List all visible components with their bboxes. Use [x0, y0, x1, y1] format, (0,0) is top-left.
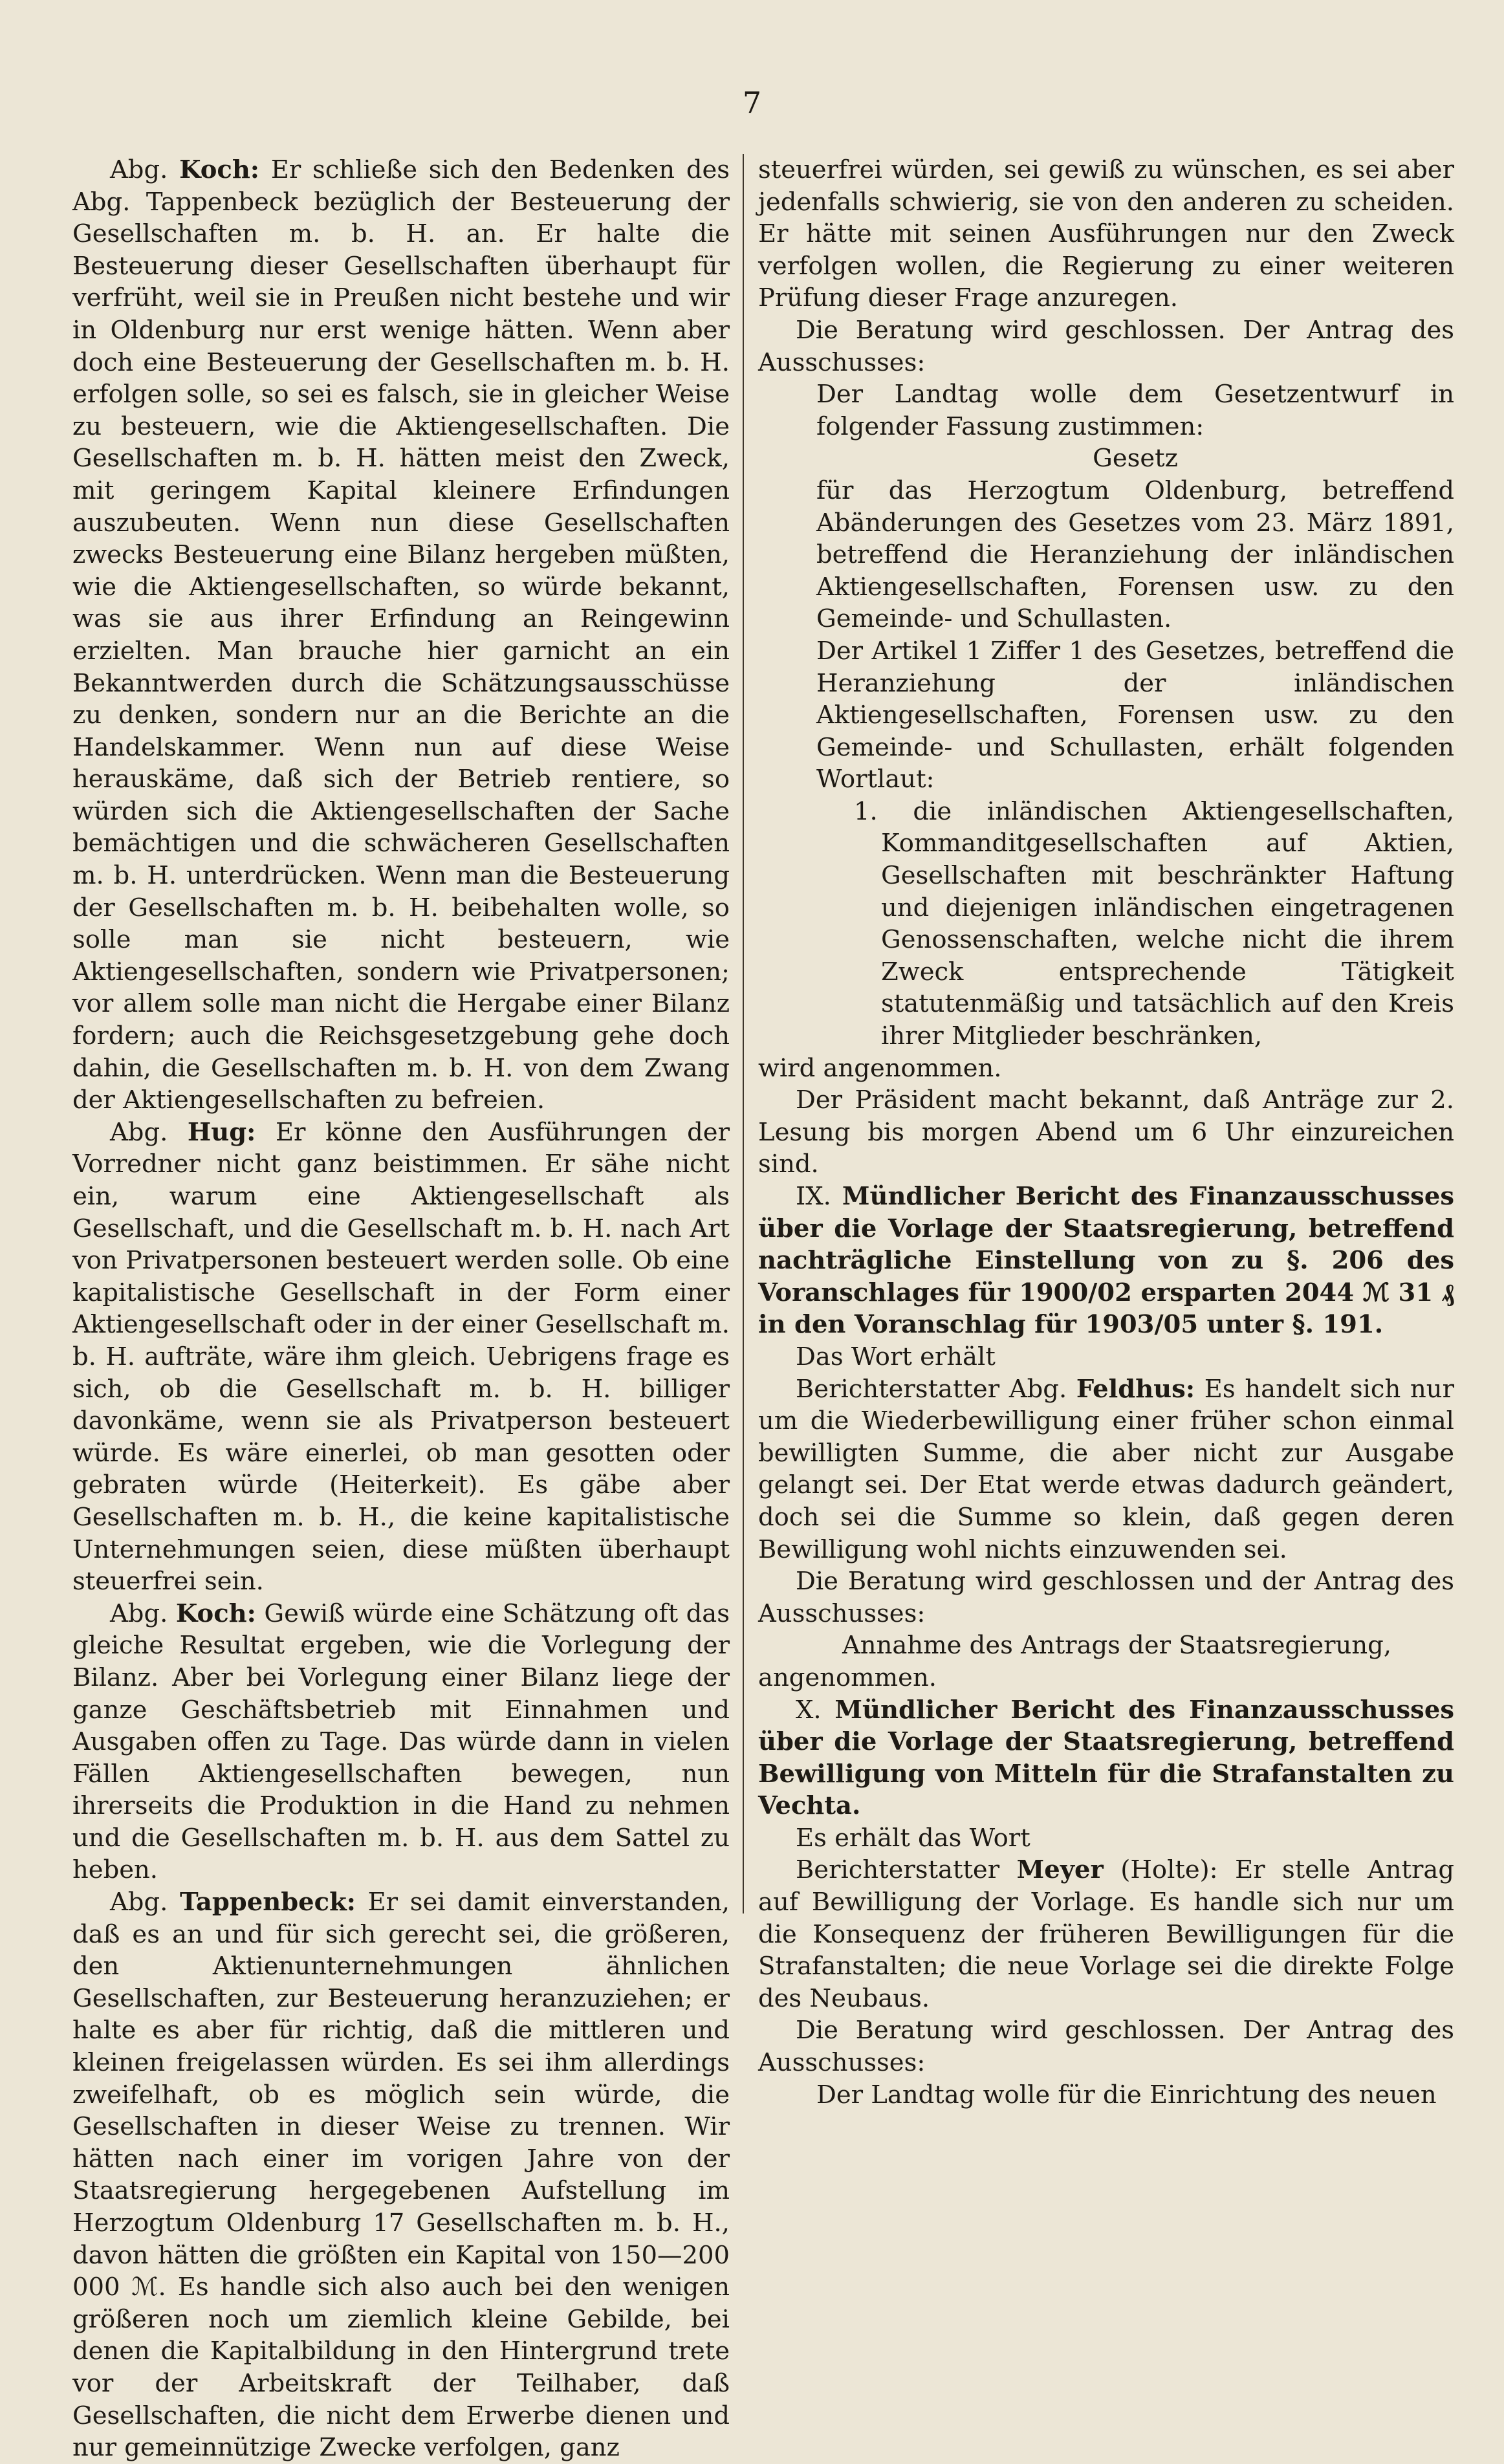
paragraph-text: Gewiß würde eine Schätzung oft das gleiche Resultat ergeben, wie die Vorlegung der Bilanz. Aber bei Vorlegung einer Bilanz liege der ganze Geschäftsbetrieb mit Einnahmen und Ausgaben offen zu Tage. Das würde dann in vielen Fällen Aktiengesellschaften bewegen, nun ihrerseits die Produktion in die Hand zu nehmen und die Gesellschaften m. b. H. aus dem Sattel zu heben.	[72, 1598, 730, 1885]
speaker-name: Koch:	[179, 155, 260, 184]
paragraph-beratung-2: Die Beratung wird geschlossen und der Antrag des Ausschusses:	[758, 1567, 1454, 1628]
section-heading-x	[758, 1694, 1454, 1822]
speaker-title: Abg.	[110, 1888, 180, 1917]
speaker-name: Tappenbeck:	[179, 1888, 356, 1917]
law-item: 1. die inländischen Aktiengesellschaften, Kommanditgesellschaften auf Aktien, Gesellschaften mit beschränkter Haftung und diejenigen inländischen eingetragenen Genossenschaften, welche nicht die ihrem Zweck entsprechende Tätigkeit statutenmäßig und tatsächlich auf den Kreis ihrer Mitglieder beschränken,	[854, 796, 1454, 1051]
paragraph-praesident: Der Präsident macht bekannt, daß Anträge zur 2. Lesung bis morgen Abend um 6 Uhr einzureichen sind.	[758, 1085, 1454, 1179]
motion-text-3: Der Landtag wolle für die Einrichtung des neuen	[816, 2080, 1437, 2110]
speaker-title: Berichterstatter	[796, 1855, 1017, 1885]
paragraph-tappenbeck	[72, 1886, 730, 2464]
law-body: für das Herzogtum Oldenburg, betreffend Abänderungen des Gesetzes vom 23. März 1891, betreffend die Heranziehung der inländischen Aktiengesellschaften, Forensen usw. zu den Gemeinde- und Schullasten.	[816, 475, 1454, 634]
speaker-title: Abg.	[110, 155, 180, 184]
paragraph-continuation: steuerfrei würden, sei gewiß zu wünschen, es sei aber jedenfalls schwierig, sie von den anderen zu scheiden. Er hätte mit seinen Ausführungen nur den Zweck verfolgen wollen, die Regierung zu einer weiteren Prüfung dieser Frage anzuregen.	[758, 155, 1454, 313]
law-article: Der Artikel 1 Ziffer 1 des Gesetzes, betreffend die Heranziehung der inländischen Aktiengesellschaften, Forensen usw. zu den Gemeinde- und Schullasten, erhält folgenden Wortlaut:	[816, 636, 1454, 794]
speaker-title: Berichterstatter Abg.	[796, 1374, 1076, 1404]
paragraph-text: Er schließe sich den Bedenken des Abg. Tappenbeck bezüglich der Besteuerung der Gesellschaften m. b. H. an. Er halte die Besteuerung dieser Gesellschaften überhaupt für verfrüht, weil sie in Preußen nicht bestehe und wir in Oldenburg nur erst wenige hätten. Wenn aber doch eine Besteuerung der Gesellschaften m. b. H. erfolgen solle, so sei es falsch, sie in gleicher Weise zu besteuern, wie die Aktiengesellschaften. Die Gesellschaften m. b. H. hätten meist den Zweck, mit geringem Kapital kleinere Erfindungen auszubeuten. Wenn nun diese Gesellschaften zwecks Besteuerung eine Bilanz hergeben müßten, wie die Aktiengesellschaften, so würde bekannt, was sie aus ihrer Erfindung an Reingewinn erzielten. Man brauche hier garnicht an ein Bekanntwerden durch die Schätzungsausschüsse zu denken, sondern nur an die Berichte an die Handelskammer. Wenn nun auf diese Weise herauskäme, daß sich der Betrieb rentiere, so würden sich die Aktiengesellschaften der Sache bemächtigen und die schwächeren Gesellschaften m. b. H. unterdrücken. Wenn man die Besteuerung der Gesellschaften m. b. H. beibehalten wolle, so solle man sie nicht besteuern, wie Aktiengesellschaften, sondern wie Privatpersonen; vor allem solle man nicht die Hergabe einer Bilanz fordern; auch die Reichsgesetzgebung gehe doch dahin, die Gesellschaften m. b. H. von dem Zwang der Aktiengesellschaften zu befreien.	[72, 155, 730, 1115]
section-title: Mündlicher Bericht des Finanzausschusses über die Vorlage der Staatsregierung, betreffend nachträgliche Einstellung von zu §. 206 des Voranschlages für 1900/02 ersparten 2044 ℳ 31 ₰ in den Voranschlag für 1903/05 unter §. 191.	[758, 1182, 1454, 1340]
paragraph-text: Es handelt sich nur um die Wiederbewilligung einer früher schon einmal bewilligten Summe, die aber nicht zur Ausgabe gelangt sei. Der Etat werde etwas dadurch geändert, doch sei die Summe so klein, daß gegen deren Bewilligung wohl nichts einzuwenden sei.	[758, 1374, 1455, 1564]
paragraph-koch-1	[72, 154, 730, 1117]
column-divider	[743, 154, 744, 1913]
paragraph-hug	[72, 1117, 730, 1598]
paragraph-angenommen-1: wird angenommen.	[758, 1053, 1002, 1083]
paragraph-wort-2: Es erhält das Wort	[796, 1823, 1030, 1853]
motion-text: Der Landtag wolle dem Gesetzentwurf in folgender Fassung zustimmen:	[816, 380, 1454, 441]
section-heading-ix	[758, 1181, 1454, 1341]
section-title: Mündlicher Bericht des Finanzausschusses über die Vorlage der Staatsregierung, betreffend Bewilligung von Mitteln für die Strafanstalten zu Vechta.	[758, 1695, 1454, 1821]
left-column	[72, 154, 730, 2464]
speaker-name: Koch:	[175, 1598, 256, 1628]
paragraph-text: Er sei damit einverstanden, daß es an und für sich gerecht sei, die größeren, den Aktienunternehmungen ähnlichen Gesellschaften, zur Besteuerung heranzuziehen; er halte es aber für richtig, daß die mittleren und kleinen freigelassen würden. Es sei ihm allerdings zweifelhaft, ob es möglich sein würde, die Gesellschaften in dieser Weise zu trennen. Wir hätten nach einer im vorigen Jahre von der Staatsregierung hergegebenen Aufstellung im Herzogtum Oldenburg 17 Gesellschaften m. b. H., davon hätten die größten ein Kapital von 150—200 000 ℳ. Es handle sich also auch bei den wenigen größeren noch um ziemlich kleine Gebilde, bei denen die Kapitalbildung in den Hintergrund trete vor der Arbeitskraft der Teilhaber, daß Gesellschaften, die nicht dem Erwerbe dienen und nur gemeinnützige Zwecke verfolgen, ganz	[72, 1888, 730, 2463]
paragraph-text: Er könne den Ausführungen der Vorredner nicht ganz beistimmen. Er sähe nicht ein, warum eine Aktiengesellschaft als Gesellschaft, und die Gesellschaft m. b. H. nach Art von Privatpersonen besteuert werden solle. Ob eine kapitalistische Gesellschaft in der Form einer Aktiengesellschaft oder in der einer Gesellschaft m. b. H. aufträte, wäre ihm gleich. Uebrigens frage es sich, ob die Gesellschaft m. b. H. billiger davonkäme, wenn sie als Privatperson besteuert würde. Es wäre einerlei, ob man gesotten oder gebraten würde (Heiterkeit). Es gäbe aber Gesellschaften m. b. H., die keine kapitalistische Unternehmungen seien, diese müßten überhaupt steuerfrei sein.	[72, 1117, 730, 1597]
paragraph-beratung-1: Die Beratung wird geschlossen. Der Antrag des Ausschusses:	[758, 315, 1454, 377]
section-number: X.	[796, 1695, 822, 1725]
paragraph-text: (Holte): Er stelle Antrag auf Bewilligung der Vorlage. Es handle sich nur um die Konsequenz der früheren Bewilligungen für die Strafanstalten; die neue Vorlage sei die direkte Folge des Neubaus.	[758, 1855, 1454, 2013]
page-number: 7	[742, 85, 762, 120]
paragraph-feldhus	[758, 1373, 1454, 1566]
paragraph-meyer	[758, 1854, 1454, 2014]
section-number: IX.	[796, 1182, 831, 1211]
paragraph-wort-erhaelt: Das Wort erhält	[796, 1342, 996, 1371]
law-title: Gesetz	[1093, 444, 1178, 474]
speaker-title: Abg.	[110, 1598, 176, 1628]
paragraph-koch-2	[72, 1598, 730, 1886]
paragraph-angenommen-2: angenommen.	[758, 1663, 937, 1692]
speaker-name: Meyer	[1016, 1855, 1104, 1885]
paragraph-beratung-3: Die Beratung wird geschlossen. Der Antrag des Ausschusses:	[758, 2016, 1454, 2078]
speaker-name: Hug:	[187, 1117, 256, 1147]
speaker-title: Abg.	[110, 1117, 188, 1147]
motion-text-2: Annahme des Antrags der Staatsregierung,	[842, 1631, 1392, 1661]
right-column	[758, 154, 1454, 2111]
speaker-name: Feldhus:	[1076, 1374, 1195, 1404]
